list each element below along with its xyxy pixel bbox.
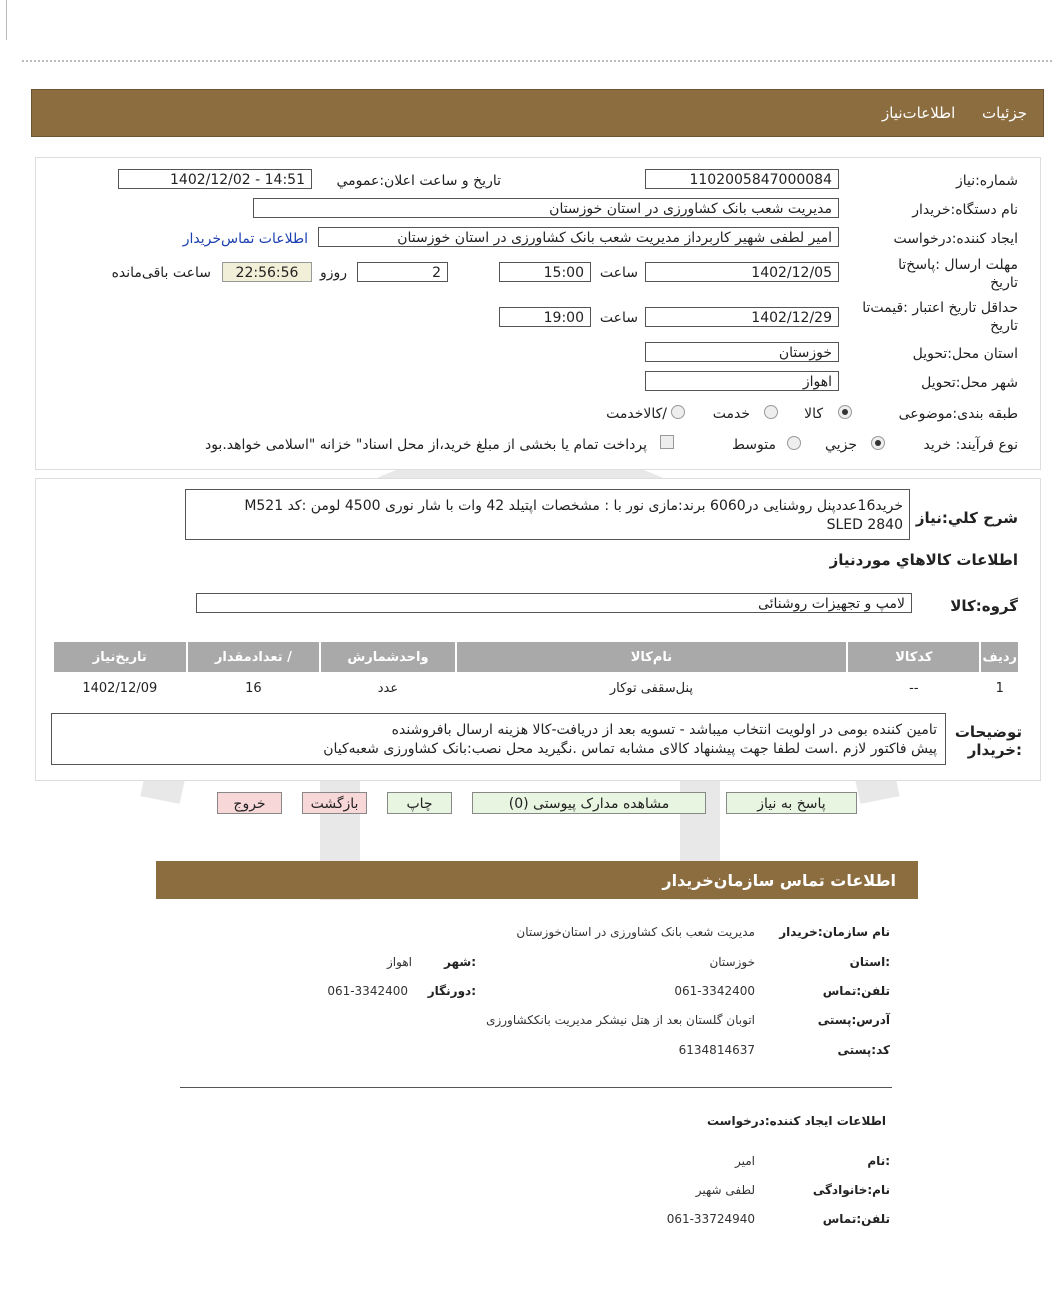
province-label: استان محل:تحویل xyxy=(912,346,1018,362)
deadline-time-label: ساعت xyxy=(599,265,638,281)
remaining-label: ساعت باقی‌مانده xyxy=(111,265,211,281)
col-date: تاريخ‌نياز xyxy=(54,642,186,672)
process-radio-medium[interactable] xyxy=(787,436,801,450)
announce-field: 1402/12/02 - 14:51 xyxy=(118,169,312,189)
validity-label: حداقل تاریخ اعتبار :قیمت‌تا تاریخ xyxy=(862,300,1018,334)
contact-phone-label: تلفن:تماس xyxy=(822,984,890,998)
process-label: نوع فرآیند: خرید xyxy=(923,437,1018,453)
org-label: نام سازمان:خریدار xyxy=(779,925,890,939)
description-label: شرح کلي:نياز xyxy=(915,509,1018,527)
tab-need-info[interactable]: اطلاعات‌نیاز xyxy=(882,104,956,122)
process-radio-minor[interactable] xyxy=(871,436,885,450)
creator-name-value: امیر xyxy=(734,1154,755,1168)
contact-phone-value: 061-3342400 xyxy=(674,984,755,998)
deadline-label: مهلت ارسال :پاسخ‌تا تاریخ xyxy=(898,257,1018,291)
description-line-1: خرید16عددپنل روشنایی در6060 برند:مازی نور با : مشخصات اپتیلد 42 وات با شار نوری 4500 لومن :کد M521 xyxy=(244,498,903,514)
cell-qty: 16 xyxy=(245,680,262,696)
creator-label: ایجاد کننده:درخواست xyxy=(893,231,1018,247)
creator-heading: اطلاعات ایجاد کننده:درخواست xyxy=(706,1114,886,1128)
tabs xyxy=(860,104,1027,122)
cell-row: 1 xyxy=(995,680,1004,696)
creator-family-value: لطفی شهیر xyxy=(695,1183,755,1197)
description-line-2: SLED 2840 xyxy=(826,517,903,533)
process-medium-label: متوسط xyxy=(732,437,776,453)
reply-button[interactable]: پاسخ به نیاز xyxy=(726,792,857,814)
table-row xyxy=(54,674,1018,702)
remaining-time-field: 22:56:56 xyxy=(222,262,312,282)
validity-date-field: 1402/12/29 xyxy=(645,307,839,327)
col-row: رديف xyxy=(981,642,1018,672)
top-divider xyxy=(22,60,1052,62)
group-label: گروه:کالا xyxy=(950,597,1018,615)
category-radio-goods[interactable] xyxy=(838,405,852,419)
validity-time-label: ساعت xyxy=(599,310,638,326)
payment-note: پرداخت تمام یا بخشی از مبلغ خرید،از محل اسناد" خزانه "اسلامی خواهد.بود xyxy=(204,437,647,453)
notes-line-1: تامین کننده بومی در اولویت انتخاب میباشد - تسویه بعد از دریافت-کالا هزینه ارسال بافروشنده xyxy=(391,722,937,738)
city-label: شهر محل:تحویل xyxy=(921,375,1018,391)
contact-province-label: :استان xyxy=(849,955,890,969)
contact-fax-value: 061-3342400 xyxy=(327,984,408,998)
need-number-field: 1102005847000084 xyxy=(645,169,839,189)
print-button[interactable]: چاپ xyxy=(387,792,452,814)
creator-field: امیر لطفی شهیر کاربرداز مدیریت شعب بانک کشاورزی در استان خوزستان xyxy=(318,227,839,247)
city-field: اهواز xyxy=(645,371,839,391)
buyer-org-label: نام دستگاه:خریدار xyxy=(912,202,1018,218)
col-code: کدکالا xyxy=(848,642,979,672)
org-value: مدیریت شعب بانک کشاورزی در استان‌خوزستان xyxy=(516,925,755,939)
deadline-date-field: 1402/12/05 xyxy=(645,262,839,282)
announce-label: تاریخ و ساعت اعلان:عمومي xyxy=(336,173,501,189)
category-label: طبقه بندی:موضوعی xyxy=(898,406,1018,422)
category-service-label: خدمت xyxy=(712,406,750,422)
notes-box xyxy=(51,713,946,765)
creator-family-label: نام:خانوادگی xyxy=(812,1183,890,1197)
tab-details[interactable]: جزئيات xyxy=(982,104,1027,122)
creator-phone-value: 061-33724940 xyxy=(666,1212,755,1226)
cell-unit: عدد xyxy=(377,680,399,696)
attachments-button[interactable]: مشاهده مدارک پیوستی (0) xyxy=(472,792,706,814)
items-table xyxy=(52,640,1020,704)
validity-time-field: 19:00 xyxy=(499,307,591,327)
category-goods-label: کالا xyxy=(804,406,823,422)
items-table-header xyxy=(54,642,1018,672)
col-unit: واحدشمارش xyxy=(321,642,455,672)
contact-postal-value: 6134814637 xyxy=(678,1043,755,1057)
process-minor-label: جزيي xyxy=(825,437,857,453)
group-field: لامپ و تجهیزات روشنائی xyxy=(196,593,912,613)
page-edge-line xyxy=(6,0,7,40)
exit-button[interactable]: خروج xyxy=(217,792,282,814)
contact-divider xyxy=(180,1087,892,1088)
contact-fax-label: :دورنگار xyxy=(427,984,476,998)
contact-header-bar xyxy=(156,861,918,899)
description-box xyxy=(185,489,910,540)
notes-label: توضيحات :خريدار xyxy=(954,723,1022,759)
cell-date: 1402/12/09 xyxy=(82,680,158,696)
payment-checkbox[interactable] xyxy=(660,435,674,449)
province-field: خوزستان xyxy=(645,342,839,362)
back-button[interactable]: بازگشت xyxy=(302,792,367,814)
deadline-time-field: 15:00 xyxy=(499,262,591,282)
col-name: نام‌کالا xyxy=(457,642,846,672)
creator-phone-label: تلفن:تماس xyxy=(822,1212,890,1226)
header-bar xyxy=(31,89,1044,137)
col-qty: / تعدادمقدار xyxy=(188,642,320,672)
goods-heading: اطلاعات کالاهاي موردنياز xyxy=(829,551,1018,569)
contact-address-label: آدرس:پستی xyxy=(817,1013,890,1027)
cell-name: پنل‌سقفی توکار xyxy=(609,680,694,696)
category-radio-goods-service[interactable] xyxy=(671,405,685,419)
category-goods-service-label: /کالاخدمت xyxy=(606,406,667,422)
contact-city-value: اهواز xyxy=(387,955,412,969)
days-field: 2 xyxy=(357,262,448,282)
contact-header-title: اطلاعات تماس سازمان‌خریدار xyxy=(662,871,896,890)
contact-province-value: خوزستان xyxy=(709,955,755,969)
days-label: روزو xyxy=(319,265,347,281)
buyer-contact-link[interactable]: اطلاعات تماس‌خریدار xyxy=(182,231,308,247)
contact-address-value: اتوبان گلستان بعد از هتل نیشکر مدیریت بانککشاورزی xyxy=(486,1013,755,1027)
contact-postal-label: کد:پستی xyxy=(837,1043,890,1057)
need-number-label: شماره:نیاز xyxy=(955,173,1018,189)
buyer-org-field: مدیریت شعب بانک کشاورزی در استان خوزستان xyxy=(253,198,839,218)
category-radio-service[interactable] xyxy=(764,405,778,419)
creator-name-label: :نام xyxy=(867,1154,890,1168)
contact-city-label: :شهر xyxy=(444,955,476,969)
cell-code: -- xyxy=(909,680,919,696)
notes-line-2: پیش فاکتور لازم .است لطفا جهت پیشنهاد کالای مشابه تماس .نگیرید محل نصب:بانک کشاورزی شعبه‌کیان xyxy=(323,741,937,757)
